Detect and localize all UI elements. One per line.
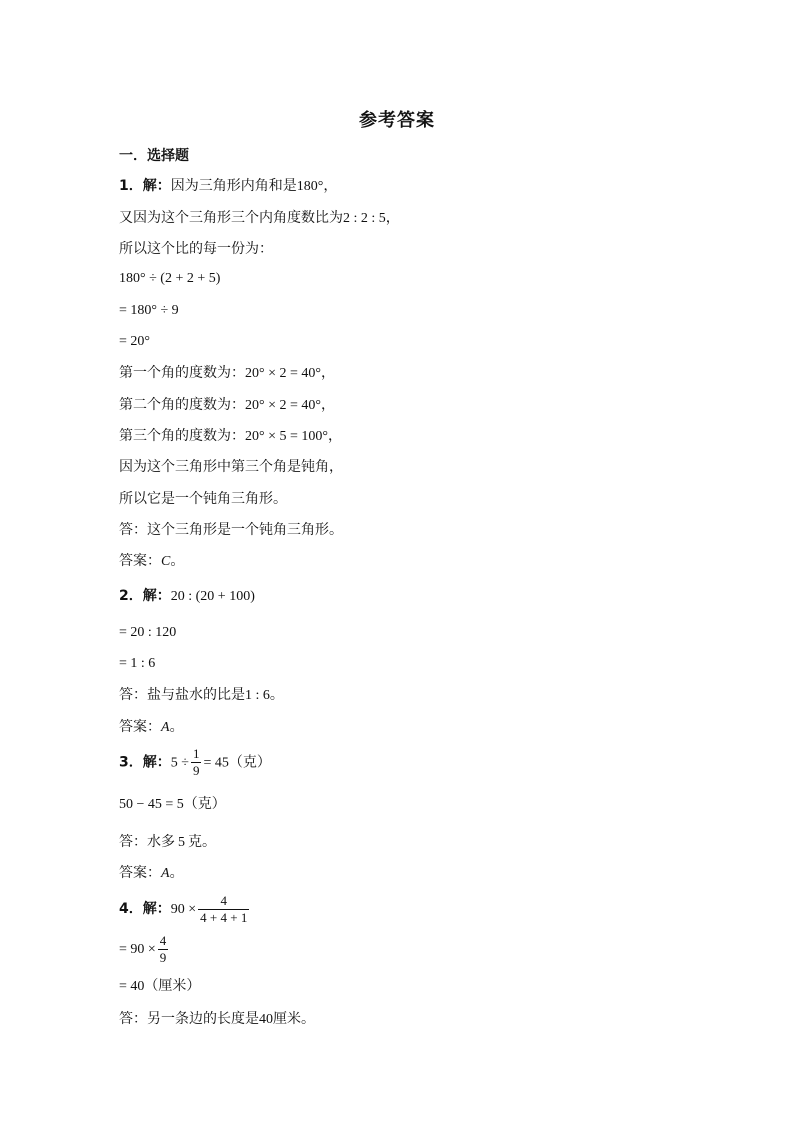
q2-ans-prefix: 答案：: [119, 719, 161, 735]
q1-l9-math: 20° × 5 = 100°: [245, 429, 328, 444]
q1-line-12: 答：这个三角形是一个钝角三角形。: [119, 522, 343, 538]
q3-l3-math: 5: [178, 835, 185, 850]
q3-line-1: [119, 746, 271, 780]
q1-l2-end: ，: [385, 210, 400, 226]
q2-line-4: [119, 686, 284, 705]
q3-l1-post: = 45: [203, 755, 229, 771]
q4-l4-end: 厘米。: [273, 1011, 315, 1027]
q1-ans-end: 。: [170, 553, 185, 569]
q4-frac2-den: 9: [159, 949, 167, 965]
q3-l2-math: 50 − 45 = 5: [119, 797, 184, 812]
q3-l3-text: 答：水多: [119, 834, 175, 850]
q3-l2-unit: （克）: [183, 796, 226, 812]
q4-l4-math: 40: [259, 1012, 273, 1027]
q3-label: 3．解：: [119, 754, 171, 771]
q4-frac1-num: 4: [198, 893, 249, 910]
q4-fraction-1: [198, 893, 249, 926]
q1-line-5: = 180° ÷ 9: [119, 303, 179, 318]
q3-frac-den: 9: [192, 763, 200, 778]
q1-l2-math: 2 : 2 : 5: [343, 211, 386, 226]
q3-fraction: [191, 746, 202, 779]
q2-l1-math: 20 : (20 + 100): [170, 589, 255, 604]
q1-l8-math: 20° × 2 = 40°: [245, 398, 321, 413]
q1-l9-end: ，: [328, 428, 342, 444]
q1-line-1: [119, 177, 337, 196]
q4-line-4: [119, 1010, 315, 1029]
q4-l1-pre: 90 ×: [170, 902, 197, 917]
q1-line-4: 180° ÷ (2 + 2 + 5): [119, 271, 221, 286]
q2-answer: [119, 718, 184, 737]
q4-l3-unit: （厘米）: [144, 978, 201, 994]
q1-line-9: [119, 427, 342, 446]
q3-ans-letter: A: [161, 866, 170, 881]
q4-line-1: [119, 892, 251, 927]
q1-line-7: [119, 364, 335, 383]
q4-l2-pre: = 90 ×: [119, 942, 156, 957]
q1-l1-end: ，: [323, 178, 338, 194]
q1-line-10: 因为这个三角形中第三个角是钝角，: [119, 459, 343, 475]
q1-line-8: [119, 396, 335, 415]
q1-l1-text: 因为三角形内角和是: [170, 178, 297, 194]
q4-label: 4．解：: [119, 901, 171, 917]
q2-l4-end: 。: [269, 687, 284, 703]
q1-ans-prefix: 答案：: [119, 553, 161, 569]
q2-ans-end: 。: [169, 719, 184, 735]
q3-l1-unit: （克）: [228, 754, 271, 771]
q1-answer: [119, 552, 184, 571]
q3-l3-end: 克。: [188, 834, 216, 850]
q1-l8-end: ，: [321, 397, 335, 413]
q3-l1-pre: 5 ÷: [170, 755, 189, 771]
q4-l3-math: = 40: [119, 979, 145, 994]
q1-line-2: [119, 209, 400, 228]
q2-l4-math: 1 : 6: [245, 688, 270, 703]
q3-ans-end: 。: [169, 865, 184, 881]
q4-l4-text: 答：另一条边的长度是: [119, 1011, 259, 1027]
q4-frac2-num: 4: [159, 932, 167, 948]
q3-frac-num: 1: [192, 746, 200, 761]
q4-frac1-den: 4 + 4 + 1: [200, 909, 248, 925]
q3-ans-prefix: 答案：: [119, 865, 161, 881]
q4-line-3: [119, 977, 200, 996]
q1-l2-text: 又因为这个三角形三个内角度数比为: [119, 210, 343, 226]
q1-line-11: 所以它是一个钝角三角形。: [119, 491, 287, 507]
q1-l1-math: 180°: [296, 179, 324, 194]
q2-label: 2．解：: [119, 588, 171, 604]
q1-l7-math: 20° × 2 = 40°: [245, 366, 321, 381]
q1-line-3: 所以这个比的每一份为：: [119, 241, 273, 257]
q1-line-6: = 20°: [119, 334, 150, 349]
q3-line-2: [119, 795, 226, 814]
q1-label: 1．解：: [119, 178, 171, 194]
q1-l7-text: 第一个角的度数为：: [119, 365, 245, 381]
q2-line-2: = 20 : 120: [119, 625, 177, 640]
q3-answer: [119, 864, 184, 883]
q1-ans-letter: C: [161, 554, 171, 569]
q1-l8-text: 第二个角的度数为：: [119, 397, 245, 413]
q1-l9-text: 第三个角的度数为：: [119, 428, 245, 444]
section-heading: 一．选择题: [119, 148, 189, 164]
q2-line-3: = 1 : 6: [119, 656, 156, 671]
q1-l7-end: ，: [321, 365, 335, 381]
q2-line-1: [119, 587, 255, 606]
q4-fraction-2: [158, 933, 169, 966]
q3-line-3: [119, 833, 216, 852]
q2-l4-text: 答：盐与盐水的比是: [119, 687, 245, 703]
page-title: 参考答案: [359, 110, 435, 131]
q4-line-2: [119, 932, 170, 967]
q2-ans-letter: A: [161, 720, 170, 735]
